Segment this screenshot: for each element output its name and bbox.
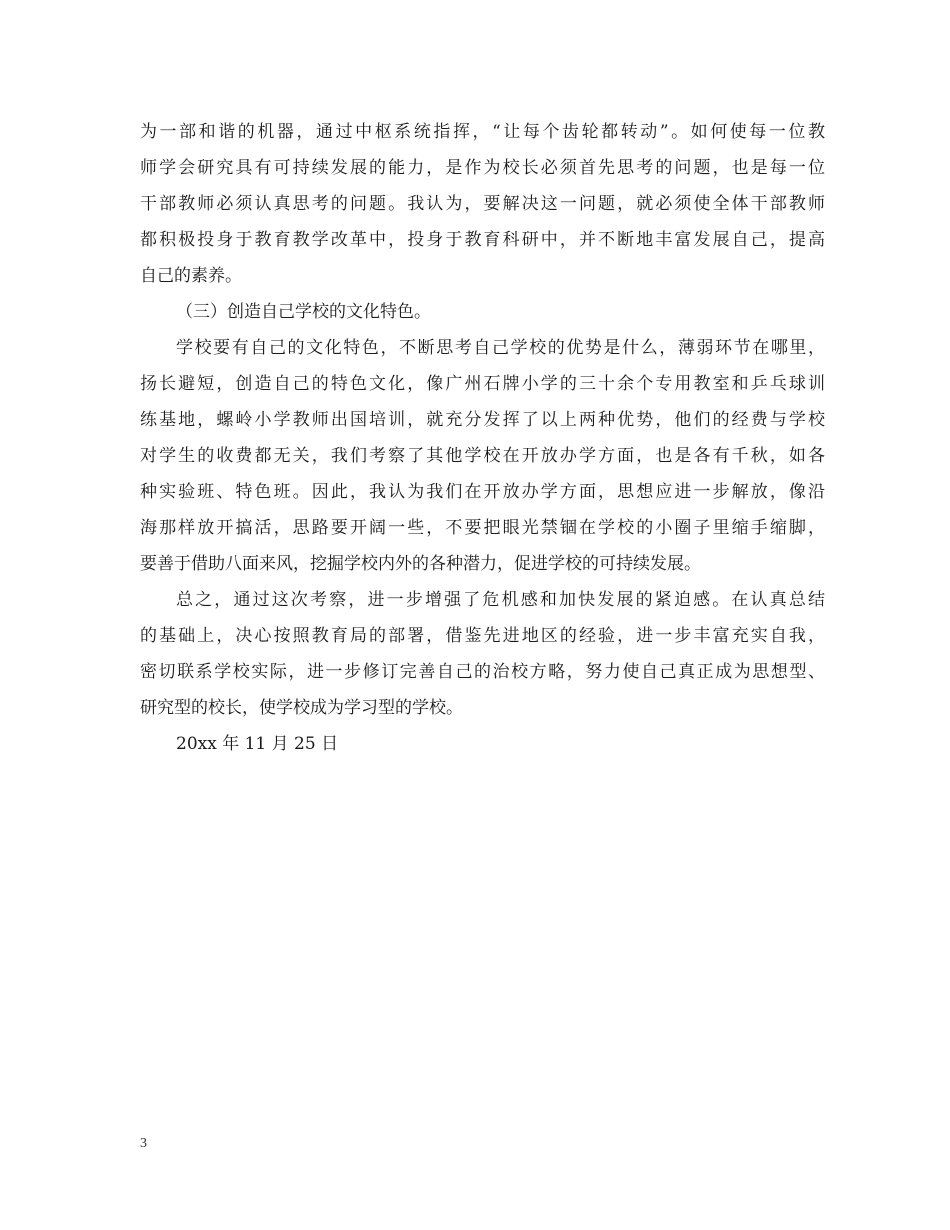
text-line: 要善于借助八面来风，挖掘学校内外的各种潜力，促进学校的可持续发展。 [140,554,701,574]
text-line: 种实验班、特色班。因此，我认为我们在开放办学方面，思想应进一步解放，像沿 [140,482,825,502]
document-body [140,114,825,762]
document-date: 20xx 年 11 月 25 日 [176,734,339,754]
text-line: 的基础上，决心按照教育局的部署，借鉴先进地区的经验，进一步丰富充实自我， [140,626,825,646]
text-line: 对学生的收费都无关，我们考察了其他学校在开放办学方面，也是各有千秋，如各 [140,446,825,466]
text-line: 学校要有自己的文化特色，不断思考自己学校的优势是什么，薄弱环节在哪里， [176,338,825,358]
text-line: 研究型的校长，使学校成为学习型的学校。 [140,698,463,718]
text-line: 练基地，螺岭小学教师出国培训，就充分发挥了以上两种优势，他们的经费与学校 [140,410,825,430]
text-line: 扬长避短，创造自己的特色文化，像广州石牌小学的三十余个专用教室和乒乓球训 [140,374,825,394]
text-line: 总之，通过这次考察，进一步增强了危机感和加快发展的紧迫感。在认真总结 [176,590,825,610]
page-number: 3 [140,1136,147,1151]
section-heading: （三）创造自己学校的文化特色。 [176,302,431,322]
text-line: 干部教师必须认真思考的问题。我认为，要解决这一问题，就必须使全体干部教师 [140,194,825,214]
text-line: 都积极投身于教育教学改革中，投身于教育科研中，并不断地丰富发展自己，提高 [140,230,825,250]
text-line: 为一部和谐的机器，通过中枢系统指挥，“让每个齿轮都转动”。如何使每一位教 [140,122,825,142]
text-line: 师学会研究具有可持续发展的能力，是作为校长必须首先思考的问题，也是每一位 [140,158,825,178]
text-line: 自己的素养。 [140,266,242,286]
text-line: 海那样放开搞活，思路要开阔一些，不要把眼光禁锢在学校的小圈子里缩手缩脚， [140,518,825,538]
text-line: 密切联系学校实际，进一步修订完善自己的治校方略，努力使自己真正成为思想型、 [140,662,825,682]
